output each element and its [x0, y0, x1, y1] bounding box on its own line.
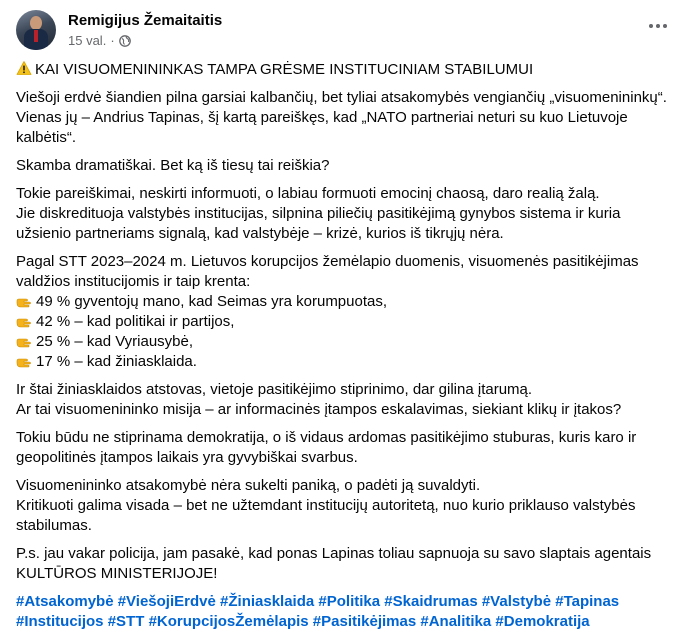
hashtag-link[interactable]: #Analitika [420, 613, 492, 630]
paragraph-4 [16, 252, 672, 372]
paragraph-5 [16, 380, 672, 420]
globe-icon[interactable] [119, 35, 131, 47]
paragraph-3-line-1: Tokie pareiškimai, neskirti informuoti, o labiau formuoti emocinį chaosą, daro realią žalą. [16, 185, 600, 202]
paragraph-3-line-2: Jie diskredituoja valstybės institucijas, silpnina piliečių pasitikėjimą gynybos sistema ir kuria užsienio partneriams signalą, kad valstybėje – krizė, kurios iš tikrųjų nėra. [16, 205, 621, 242]
stat-line: 49 % gyventojų mano, kad Seimas yra korumpuotas, [36, 293, 388, 310]
paragraph-7-line-1: Visuomenininko atsakomybė nėra sukelti paniką, o padėti ją suvaldyti. [16, 477, 481, 494]
stat-line: 25 % – kad Vyriausybė, [36, 333, 194, 350]
hashtag-link[interactable]: #STT [107, 613, 145, 630]
paragraph-8: P.s. jau vakar policija, jam pasakė, kad ponas Lapinas toliau sapnuoja su savo slaptais agentais KULTŪROS MINISTERIJOJE! [16, 545, 652, 582]
author-name[interactable]: Remigijus Žemaitaitis [68, 12, 223, 29]
hashtag-link[interactable]: #Institucijos [16, 613, 104, 630]
hashtag-link[interactable]: #Atsakomybė [16, 593, 114, 610]
hashtag-link[interactable]: #Žiniasklaida [220, 593, 315, 610]
paragraph-6: Tokiu būdu ne stiprinama demokratija, o iš vidaus ardomas pasitikėjimo stuburas, kuris karo ir geopolitinės įtampos laikais yra gyvybiškai svarbus. [16, 429, 637, 466]
paragraph-5-line-1: Ir štai žiniasklaidos atstovas, vietoje pasitikėjimo stiprinimo, dar gilina įtarumą. [16, 381, 533, 398]
meta-separator: · [110, 33, 115, 48]
paragraph-2: Skamba dramatiškai. Bet ką iš tiesų tai reiškia? [16, 157, 330, 174]
hashtags [16, 592, 672, 632]
hashtag-link[interactable]: #Skaidrumas [384, 593, 478, 610]
hashtag-link[interactable]: #KorupcijosŽemėlapis [148, 613, 309, 630]
pointing-hand-icon [16, 333, 32, 349]
paragraph-7 [16, 476, 672, 536]
post-title-line [16, 60, 672, 80]
hashtag-link[interactable]: #Politika [318, 593, 381, 610]
post-meta [68, 33, 131, 48]
post-time[interactable]: 15 val. [68, 33, 107, 48]
hashtag-link[interactable]: #Valstybė [481, 593, 552, 610]
post-title: KAI VISUOMENININKAS TAMPA GRĖSME INSTITUCINIAM STABILUMUI [35, 61, 534, 78]
pointing-hand-icon [16, 353, 32, 369]
pointing-hand-icon [16, 293, 32, 309]
paragraph-1: Viešoji erdvė šiandien pilna garsiai kalbančių, bet tyliai atsakomybės vengiančių „visuomenininkų“. Vienas jų – Andrius Tapinas, šį kartą pareiškęs, kad „NATO partneriai neturi su kuo Lietuvoje kalbėtis“. [16, 89, 667, 146]
avatar[interactable] [16, 10, 56, 50]
paragraph-5-line-2: Ar tai visuomenininko misija – ar informacinės įtampos eskalavimas, siekiant klikų ir įtakos? [16, 401, 622, 418]
stat-line: 17 % – kad žiniasklaida. [36, 353, 197, 370]
stat-line: 42 % – kad politikai ir partijos, [36, 313, 235, 330]
paragraph-7-line-2: Kritikuoti galima visada – bet ne užtemdant institucijų autoritetą, nuo kurio priklauso valstybės stabilumas. [16, 497, 636, 534]
post-header [16, 10, 670, 54]
paragraph-4-text: Pagal STT 2023–2024 m. Lietuvos korupcijos žemėlapio duomenis, visuomenės pasitikėjimas valdžios institucijomis ir taip krenta: [16, 253, 639, 290]
warning-icon [16, 60, 32, 76]
hashtag-link[interactable]: #Pasitikėjimas [312, 613, 417, 630]
hashtag-link[interactable]: #Tapinas [555, 593, 620, 610]
pointing-hand-icon [16, 313, 32, 329]
more-options-icon[interactable] [646, 16, 670, 36]
hashtag-link[interactable]: #ViešojiErdvė [117, 593, 216, 610]
post-content [16, 60, 672, 640]
hashtag-link[interactable]: #Demokratija [495, 613, 590, 630]
paragraph-3 [16, 184, 672, 244]
